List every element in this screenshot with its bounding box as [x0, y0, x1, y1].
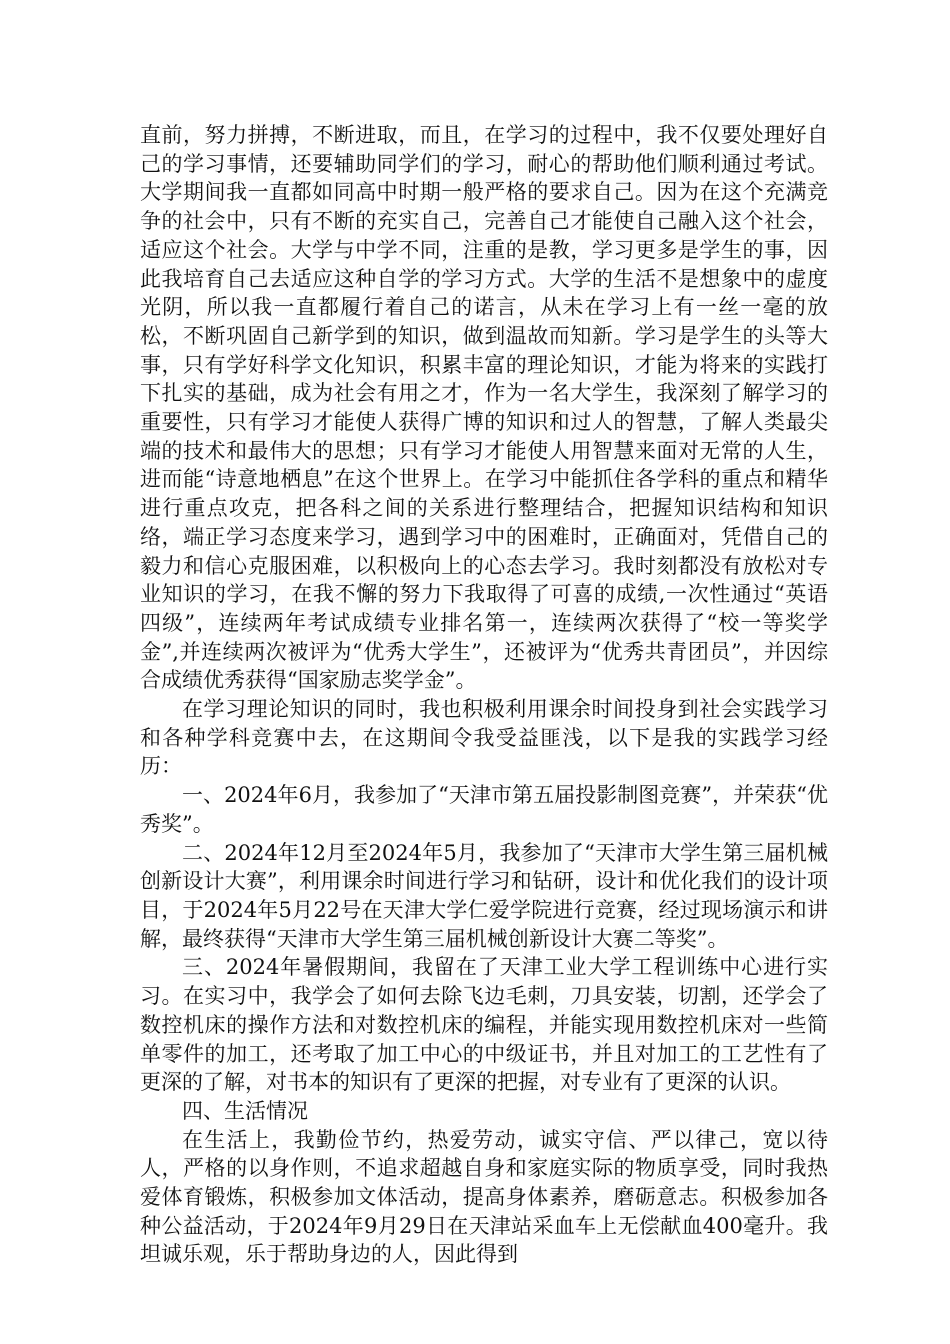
paragraph-practice-item-2: 二、2024年12月至2024年5月，我参加了“天津市大学生第三届机械创新设计大赛”，利用课余时间进行学习和钻研，设计和优化我们的设计项目，于2024年5月22号在天津大学仁爱学院进行竞赛，经过现场演示和讲解，最终获得“天津市大学生第三届机械创新设计大赛二等奖”。: [140, 840, 828, 951]
paragraph-life: 在生活上，我勤俭节约，热爱劳动，诚实守信、严以律己，宽以待人，严格的以身作则，不追求超越自身和家庭实际的物质享受，同时我热爱体育锻炼，积极参加文体活动，提高身体素养，磨砺意志。积极参加各种公益活动，于2024年9月29日在天津站采血车上无偿献血400毫升。我坦诚乐观，乐于帮助身边的人，因此得到: [140, 1127, 828, 1267]
paragraph-practice-intro: 在学习理论知识的同时，我也积极利用课余时间投身到社会实践学习和各种学科竞赛中去，在这期间令我受益匪浅，以下是我的实践学习经历：: [140, 697, 828, 779]
paragraph-practice-item-3: 三、2024年暑假期间，我留在了天津工业大学工程训练中心进行实习。在实习中，我学会了如何去除飞边毛刺，刀具安装，切割，还学会了数控机床的操作方法和对数控机床的编程，并能实现用数控机床对一些简单零件的加工，还考取了加工中心的中级证书，并且对加工的工艺性有了更深的了解，对书本的知识有了更深的把握，对专业有了更深的认识。: [140, 955, 828, 1095]
paragraph-practice-item-1: 一、2024年6月，我参加了“天津市第五届投影制图竞赛”，并荣获“优秀奖”。: [140, 783, 828, 836]
section-heading-life: 四、生活情况: [182, 1098, 308, 1123]
paragraph-study-continued: 直前，努力拼搏，不断进取，而且，在学习的过程中，我不仅要处理好自己的学习事情，还要辅助同学们的学习，耐心的帮助他们顺利通过考试。大学期间我一直都如同高中时期一般严格的要求自己。因为在这个充满竞争的社会中，只有不断的充实自己，完善自己才能使自己融入这个社会，适应这个社会。大学与中学不同，注重的是教，学习更多是学生的事，因此我培育自己去适应这种自学的学习方式。大学的生活不是想象中的虚度光阴，所以我一直都履行着自己的诺言，从未在学习上有一丝一毫的放松，不断巩固自己新学到的知识，做到温故而知新。学习是学生的头等大事，只有学好科学文化知识，积累丰富的理论知识，才能为将来的实践打下扎实的基础，成为社会有用之才，作为一名大学生，我深刻了解学习的重要性，只有学习才能使人获得广博的知识和过人的智慧，了解人类最尖端的技术和最伟大的思想；只有学习才能使人用智慧来面对无常的人生，进而能“诗意地栖息”在这个世界上。在学习中能抓住各学科的重点和精华进行重点攻克，把各科之间的关系进行整理结合，把握知识结构和知识络，端正学习态度来学习，遇到学习中的困难时，正确面对，凭借自己的毅力和信心克服困难，以积极向上的心态去学习。我时刻都没有放松对专业知识的学习，在我不懈的努力下我取得了可喜的成绩,一次性通过“英语四级”，连续两年考试成绩专业排名第一，连续两次获得了“校一等奖学金”,并连续两次被评为“优秀大学生”，还被评为“优秀共青团员”，并因综合成绩优秀获得“国家励志奖学金”。: [140, 123, 828, 693]
document-page: [140, 121, 828, 1269]
